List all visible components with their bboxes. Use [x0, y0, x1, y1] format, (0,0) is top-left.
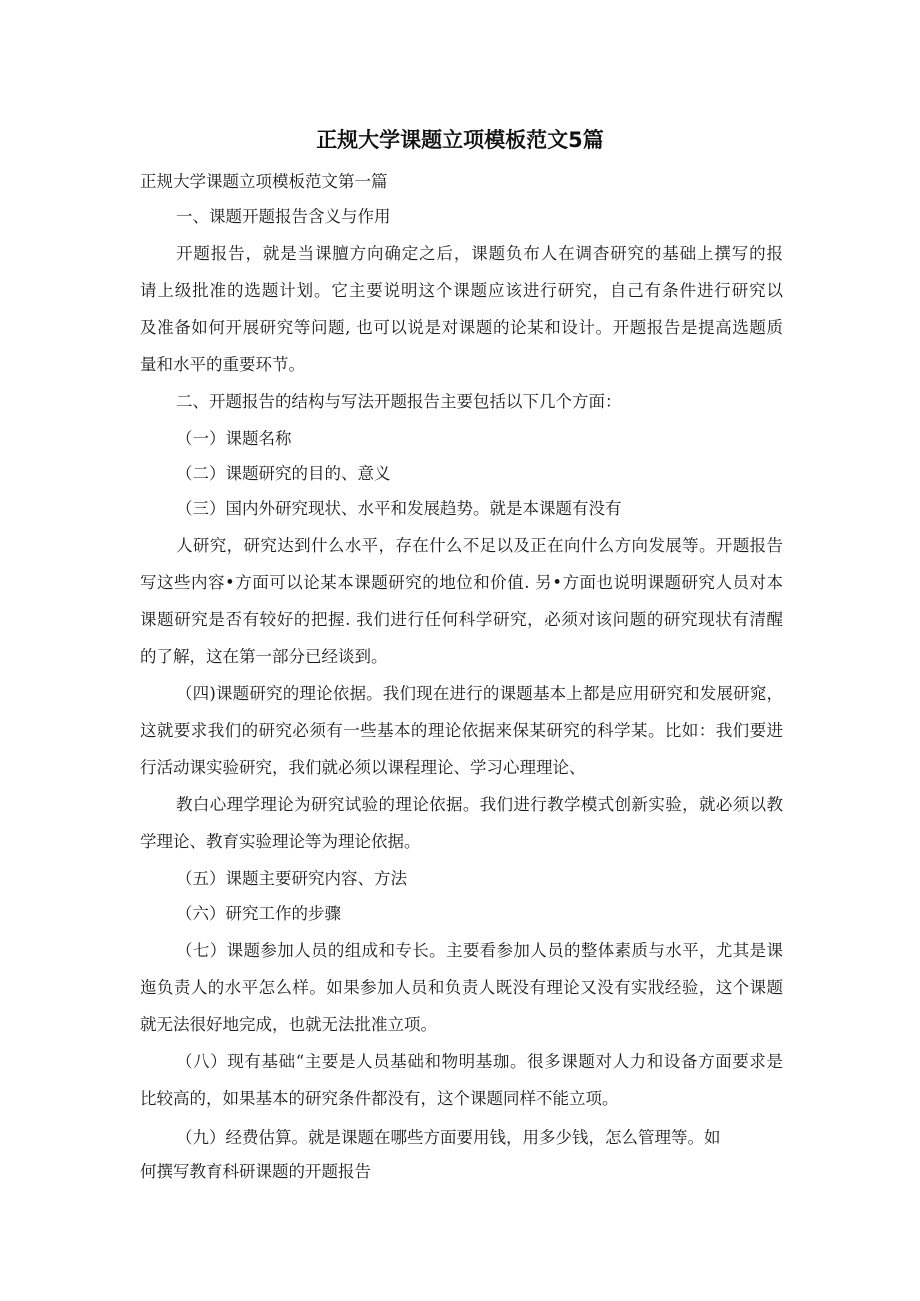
list-item: （二）课题研究的目的、意义 — [176, 464, 391, 483]
paragraph-line: （九）经费估算。就是课题在哪些方面要用钱，用多少钱，怎么管理等。如 — [176, 1128, 721, 1147]
paragraph-line: 一、课题开题报告含义与作用 — [176, 207, 391, 226]
paragraph-line: （四)课题研究的理论依据。我们现在进行的课题基本上都是应用研究和发展研窕， — [176, 684, 783, 703]
paragraph-line: 量和水平的重要环节。 — [140, 355, 305, 374]
section-heading: 正规大学课题立项模板范文第一篇 — [140, 172, 388, 191]
paragraph-line: 就无法很好地完成，也就无法批准立项。 — [140, 1015, 437, 1034]
paragraph-line: 写这些内容•方面可以论某本课题研究的地位和价值. 另•方面也说明课题研究人员对本 — [140, 573, 783, 592]
paragraph-line: 教白心理学理论为研究试验的理论依据。我们进行教学模式创新实验，就必须以教 — [176, 795, 783, 814]
paragraph-line: 开题报告，就是当课膻方向确定之后，课题负布人在调杳研究的基础上撰写的报 — [176, 244, 783, 263]
paragraph-line: 课题研究是否有较好的把握. 我们进行任何科学研究，必须对该问题的研究现状有清醒 — [140, 610, 783, 629]
paragraph-line: 行活动课实验研究，我们就必须以课程理论、学习心理理论、 — [140, 758, 586, 777]
paragraph-line: 的了解，这在第一部分已经谈到。 — [140, 647, 388, 666]
paragraph-line: 请上级批准的选题计划。它主要说明这个课题应该进行研究，自己有条件进行研究以 — [140, 281, 783, 300]
paragraph-line: 及准备如何开展研究等问题, 也可以说是对课题的论某和设计。开题报告是提高选题质 — [140, 318, 783, 337]
paragraph-line: 迤负责人的水平怎么样。如果参加人员和负责人既没有理论又没有实戕经验，这个课题 — [140, 978, 783, 997]
list-item: （一）课题名称 — [176, 429, 292, 448]
paragraph-line: 何撰写教育科研课题的开题报告 — [140, 1162, 371, 1181]
list-item: （三）国内外研究现状、水平和发展趋势。就是本课题有没有 — [176, 499, 622, 518]
list-item: （五）课题主要研究内容、方法 — [176, 869, 407, 888]
document-title: 正规大学课题立项模板范文5篇 — [316, 128, 604, 152]
paragraph-line: （七）课题参加人员的组成和专长。主要看参加人员的整体素质与水平，尤其是课 — [176, 941, 783, 960]
list-item: （六）研究工作的步骤 — [176, 904, 341, 923]
paragraph-line: 二、开题报告的结构与写法开题报告主要包括以下几个方面： — [176, 392, 622, 411]
paragraph-line: 这就要求我们的研究必须有一些基本的理论依据来保某研究的科学某。比如：我们要进 — [140, 721, 783, 740]
paragraph-line: 比较高的，如果基本的研究条件都没有，这个课题同样不能立项。 — [140, 1089, 619, 1108]
paragraph-line: （八）现有基础“主要是人员基础和物明基珈。很多课题对人力和设备方面要求是 — [176, 1052, 783, 1071]
paragraph-line: 学理论、教育实验理论等为理论依据。 — [140, 832, 421, 851]
paragraph-line: 人研究，研究达到什么水平，存在什么不足以及正在向什么方向发展等。开题报告 — [176, 536, 783, 555]
